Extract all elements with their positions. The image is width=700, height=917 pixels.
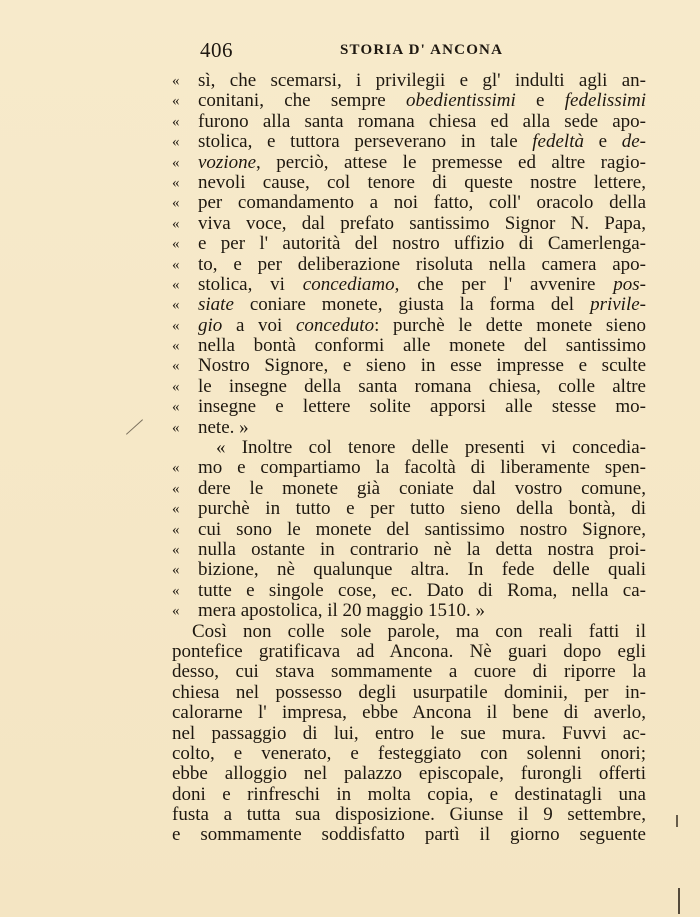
italic-text-run: vozione xyxy=(198,151,257,173)
text-line xyxy=(172,601,646,621)
text-run: le insegne della santa romana chiesa, colle altre xyxy=(198,375,646,397)
line-text xyxy=(198,214,646,234)
quote-guillemet: « xyxy=(172,399,180,416)
quote-guillemet: « xyxy=(172,174,180,191)
line-text xyxy=(198,581,646,601)
text-line xyxy=(172,356,646,376)
italic-text-run: obedientissimi xyxy=(405,90,516,112)
text-run: chiesa nel possesso degli usurpatile dominii, per in- xyxy=(172,681,646,703)
text-run: mera apostolica, il 20 maggio 1510. » xyxy=(198,600,486,622)
text-run: bizione, nè qualunque altra. In fede delle quali xyxy=(198,559,646,581)
line-text xyxy=(172,622,646,642)
line-text xyxy=(198,71,646,91)
text-run: tutte e singole cose, ec. Dato di Roma, nella ca- xyxy=(198,579,646,601)
text-run: Così non colle sole parole, ma con reali fatti il xyxy=(192,620,646,642)
text-line xyxy=(172,214,646,234)
line-text xyxy=(198,458,646,478)
quote-guillemet: « xyxy=(172,480,180,497)
line-text xyxy=(172,805,646,825)
text-run: furono alla santa romana chiesa ed alla sede apo- xyxy=(198,110,646,132)
line-text xyxy=(198,234,646,254)
line-text xyxy=(198,601,646,621)
text-run: coniare monete, giusta la forma del xyxy=(233,294,591,316)
line-text xyxy=(172,825,646,845)
text-run: sì, che scemarsi, i privilegii e gl' indulti agli an- xyxy=(198,70,646,91)
text-run: colto, e venerato, e festeggiato con solenni onori; xyxy=(172,742,646,764)
text-run: : purchè le dette monete sieno xyxy=(374,314,647,336)
text-line xyxy=(172,153,646,173)
text-line xyxy=(172,581,646,601)
body-text xyxy=(172,71,646,846)
text-run: doni e rinfreschi in molta copia, e destinatagli una xyxy=(172,783,646,805)
text-run: desso, cui stava sommamente a cuore di riporre la xyxy=(172,661,646,683)
margin-pen-mark xyxy=(678,888,680,914)
quote-guillemet: « xyxy=(172,317,180,334)
quote-guillemet: « xyxy=(172,93,180,110)
text-run: nulla ostante in contrario nè la detta nostra proi- xyxy=(198,538,646,560)
quote-guillemet: « xyxy=(172,195,180,212)
text-run: nete. » xyxy=(198,416,249,438)
running-title: STORIA D' ANCONA xyxy=(340,42,504,58)
line-text xyxy=(198,479,646,499)
line-text xyxy=(198,499,646,519)
line-text xyxy=(198,397,646,417)
quote-guillemet: « xyxy=(172,582,180,599)
italic-text-run: pos- xyxy=(613,273,646,295)
line-text xyxy=(198,377,646,397)
text-run: cui sono le monete del santissimo nostro Signore, xyxy=(198,518,646,540)
line-text xyxy=(198,255,646,275)
text-run: insegne e lettere solite apporsi alle stesse mo- xyxy=(198,396,646,418)
text-line xyxy=(172,295,646,315)
text-line xyxy=(172,377,646,397)
quote-guillemet: « xyxy=(172,297,180,314)
quote-guillemet: « xyxy=(172,134,180,151)
quote-guillemet: « xyxy=(172,236,180,253)
quote-guillemet: « xyxy=(172,256,180,273)
text-run: conitani, che sempre xyxy=(198,90,406,112)
text-run: « Inoltre col tenore delle presenti vi concedia- xyxy=(216,437,646,459)
margin-pen-mark xyxy=(676,815,678,827)
page-number: 406 xyxy=(200,38,233,62)
italic-text-run: siate xyxy=(198,294,234,316)
text-run: ebbe alloggio nel palazzo episcopale, furongli offerti xyxy=(172,763,646,785)
text-line xyxy=(172,336,646,356)
page-header xyxy=(200,38,646,62)
line-text xyxy=(198,275,646,295)
text-run: stolica, vi xyxy=(198,273,303,295)
text-line xyxy=(172,234,646,254)
text-line xyxy=(172,418,646,438)
text-run: e xyxy=(583,131,622,153)
text-line xyxy=(172,132,646,152)
text-line xyxy=(172,499,646,519)
text-line xyxy=(172,560,646,580)
text-line xyxy=(172,397,646,417)
text-run: purchè in tutto e per tutto sieno della bontà, di xyxy=(198,498,646,520)
text-line xyxy=(172,662,646,682)
text-line xyxy=(172,642,646,662)
text-line xyxy=(172,193,646,213)
text-line xyxy=(172,785,646,805)
quote-guillemet: « xyxy=(172,338,180,355)
italic-text-run: fedeltà xyxy=(532,131,584,153)
text-line xyxy=(172,683,646,703)
italic-text-run: gio xyxy=(198,314,223,336)
line-text xyxy=(198,132,646,152)
margin-pen-mark xyxy=(126,419,143,434)
text-line xyxy=(172,520,646,540)
text-line xyxy=(172,724,646,744)
text-run: nevoli cause, col tenore di queste nostre lettere, xyxy=(198,171,646,193)
text-run: fusta a tutta sua disposizione. Giunse il 9 settembre, xyxy=(172,804,646,826)
text-run: e per l' autorità del nostro uffizio di Camerlenga- xyxy=(198,233,646,255)
text-run: viva voce, dal prefato santissimo Signor N. Papa, xyxy=(198,212,646,234)
text-line xyxy=(172,173,646,193)
line-text xyxy=(198,560,646,580)
quote-guillemet: « xyxy=(172,215,180,232)
line-text xyxy=(198,112,646,132)
line-text xyxy=(198,91,646,111)
text-line xyxy=(172,540,646,560)
line-text xyxy=(198,295,646,315)
text-run: a voi xyxy=(222,314,296,336)
text-line xyxy=(172,255,646,275)
line-text xyxy=(172,642,646,662)
text-line xyxy=(172,438,646,458)
text-line xyxy=(172,764,646,784)
quote-guillemet: « xyxy=(172,154,180,171)
line-text xyxy=(172,683,646,703)
line-text xyxy=(172,703,646,723)
quote-guillemet: « xyxy=(172,358,180,375)
line-text xyxy=(172,724,646,744)
text-line xyxy=(172,71,646,91)
text-line xyxy=(172,744,646,764)
line-text xyxy=(172,764,646,784)
quote-guillemet: « xyxy=(172,460,180,477)
line-text xyxy=(198,336,646,356)
line-text xyxy=(198,520,646,540)
line-text xyxy=(172,744,646,764)
quote-guillemet: « xyxy=(172,378,180,395)
text-run: calorarne l' impresa, ebbe Ancona il bene di averlo, xyxy=(172,702,646,724)
line-text xyxy=(198,438,646,458)
text-run: to, e per deliberazione risoluta nella camera apo- xyxy=(198,253,646,275)
text-run: , che per l' avvenire xyxy=(394,273,614,295)
line-text xyxy=(198,193,646,213)
quote-guillemet: « xyxy=(172,113,180,130)
italic-text-run: fedelissimi xyxy=(564,90,647,112)
quote-guillemet: « xyxy=(172,501,180,518)
text-run: stolica, e tuttora perseverano in tale xyxy=(198,131,533,153)
line-text xyxy=(172,785,646,805)
quote-guillemet: « xyxy=(172,521,180,538)
text-line xyxy=(172,479,646,499)
italic-text-run: conceduto xyxy=(295,314,375,336)
text-line xyxy=(172,703,646,723)
text-run: , perciò, attese le premesse ed altre ragio- xyxy=(256,151,646,173)
line-text xyxy=(198,316,646,336)
quote-guillemet: « xyxy=(172,603,180,620)
quote-guillemet: « xyxy=(172,73,180,89)
text-run: nel passaggio di lui, entro le sue mura. Fuvvi ac- xyxy=(172,722,646,744)
text-run: Nostro Signore, e sieno in esse impresse e sculte xyxy=(198,355,646,377)
text-run: e sommamente soddisfatto partì il giorno seguente xyxy=(172,824,646,846)
text-run: nella bontà conformi alle monete del santissimo xyxy=(198,335,646,357)
line-text xyxy=(198,153,646,173)
quote-guillemet: « xyxy=(172,276,180,293)
line-text xyxy=(198,173,646,193)
text-run: pontefice gratificava ad Ancona. Nè guari dopo egli xyxy=(172,640,646,662)
quote-guillemet: « xyxy=(172,541,180,558)
text-line xyxy=(172,825,646,845)
italic-text-run: concediamo xyxy=(302,273,395,295)
line-text xyxy=(198,356,646,376)
text-line xyxy=(172,622,646,642)
text-line xyxy=(172,316,646,336)
text-line xyxy=(172,112,646,132)
line-text xyxy=(198,540,646,560)
text-run: e xyxy=(515,90,565,112)
text-run: mo e compartiamo la facoltà di liberamente spen- xyxy=(198,457,646,479)
quote-guillemet: « xyxy=(172,419,180,436)
italic-text-run: privile- xyxy=(590,294,646,316)
text-line xyxy=(172,275,646,295)
text-line xyxy=(172,805,646,825)
line-text xyxy=(172,662,646,682)
text-run: dere le monete già coniate dal vostro comune, xyxy=(198,477,646,499)
italic-text-run: de- xyxy=(621,131,646,153)
text-line xyxy=(172,91,646,111)
text-line xyxy=(172,458,646,478)
text-run: per comandamento a noi fatto, coll' oracolo della xyxy=(198,192,646,214)
line-text xyxy=(198,418,646,438)
quote-guillemet: « xyxy=(172,562,180,579)
